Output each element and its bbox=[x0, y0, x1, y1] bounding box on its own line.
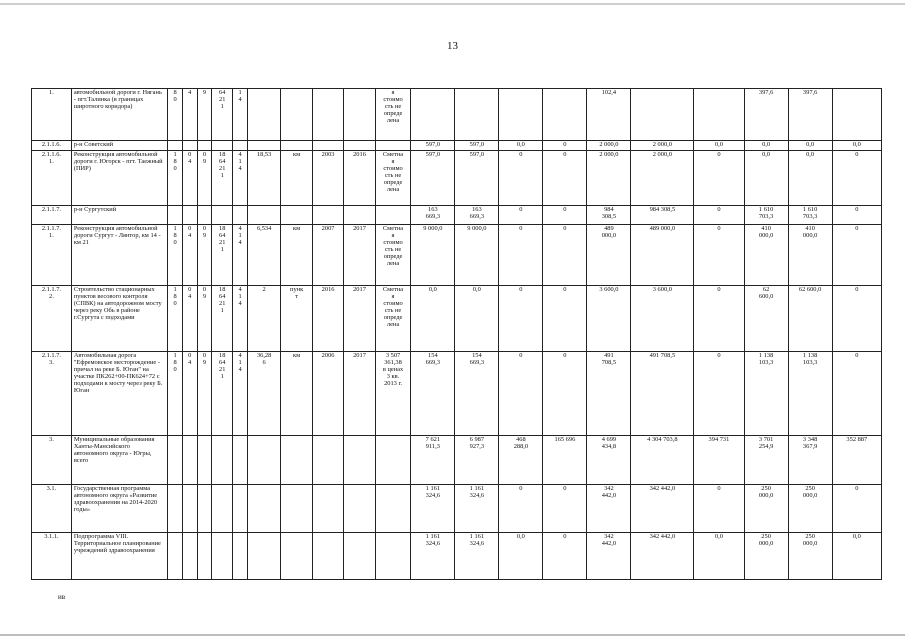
cell-end-year: 2017 bbox=[344, 225, 375, 286]
cell-pr5: 4 1 4 bbox=[233, 286, 248, 352]
cell-pr1: 1 8 0 bbox=[168, 352, 183, 436]
cell-unit bbox=[281, 206, 312, 225]
cell-federal-1: 0 bbox=[499, 151, 543, 206]
cell-federal-2: 0 bbox=[694, 352, 744, 436]
cell-pr2 bbox=[182, 485, 197, 533]
cell-estimate bbox=[375, 485, 411, 533]
cell-code: 2.1.1.6. bbox=[32, 141, 72, 151]
cell-regional-2: 2 000,0 bbox=[631, 151, 694, 206]
cell-pr2: 0 4 bbox=[182, 151, 197, 206]
cell-name: Строительство стационарных пунктов весового контроля (СПВК) на автодорожном мосту через реку Обь в районе г.Сургута с подходами bbox=[71, 286, 167, 352]
cell-local-1: 0 bbox=[543, 533, 587, 580]
table-row bbox=[32, 436, 882, 485]
footer-mark: ив bbox=[58, 593, 66, 601]
cell-pr2 bbox=[182, 533, 197, 580]
cell-pr3 bbox=[197, 206, 212, 225]
cell-regional-3: 410 000,0 bbox=[788, 225, 832, 286]
cell-total-3: 410 000,0 bbox=[744, 225, 788, 286]
cell-total-3: 1 610 703,3 bbox=[744, 206, 788, 225]
cell-start-year bbox=[312, 206, 343, 225]
cell-name: Автомобильная дорога "Ефремовское месторождение - причал на реке Б. Юган" на участке ПК262+00-ПК624+72 с подходами к мосту через реку Б. Юган bbox=[71, 352, 167, 436]
cell-pr4: 18 64 21 1 bbox=[212, 286, 233, 352]
cell-federal-1 bbox=[499, 89, 543, 141]
cell-capacity: 36,28 6 bbox=[247, 352, 281, 436]
cell-regional-2: 342 442,0 bbox=[631, 533, 694, 580]
cell-federal-2 bbox=[694, 89, 744, 141]
cell-total-3: 0,0 bbox=[744, 141, 788, 151]
cell-unit: км bbox=[281, 225, 312, 286]
cell-total-1: 154 669,3 bbox=[411, 352, 455, 436]
cell-pr2 bbox=[182, 436, 197, 485]
cell-code: 2.1.1.6. 1. bbox=[32, 151, 72, 206]
cell-local-1 bbox=[543, 89, 587, 141]
cell-regional-1 bbox=[455, 89, 499, 141]
cell-pr1 bbox=[168, 533, 183, 580]
cell-regional-3: 3 348 367,9 bbox=[788, 436, 832, 485]
cell-local-3: 0 bbox=[832, 352, 881, 436]
cell-capacity bbox=[247, 141, 281, 151]
cell-total-3: 250 000,0 bbox=[744, 533, 788, 580]
cell-regional-3: 0,0 bbox=[788, 141, 832, 151]
cell-total-1: 597,0 bbox=[411, 151, 455, 206]
cell-regional-2: 3 600,0 bbox=[631, 286, 694, 352]
cell-total-3: 1 138 103,3 bbox=[744, 352, 788, 436]
cell-regional-3: 250 000,0 bbox=[788, 485, 832, 533]
table-row bbox=[32, 141, 882, 151]
cell-regional-2: 984 308,5 bbox=[631, 206, 694, 225]
cell-regional-2: 491 708,5 bbox=[631, 352, 694, 436]
cell-total-2: 4 699 434,8 bbox=[587, 436, 631, 485]
cell-start-year bbox=[312, 436, 343, 485]
cell-name: Подпрограмма VIII. Территориальное планирование учреждений здравоохранения bbox=[71, 533, 167, 580]
cell-pr1 bbox=[168, 141, 183, 151]
cell-capacity: 2 bbox=[247, 286, 281, 352]
cell-total-2: 489 000,0 bbox=[587, 225, 631, 286]
cell-capacity bbox=[247, 533, 281, 580]
cell-local-3: 0 bbox=[832, 225, 881, 286]
cell-total-1: 9 000,0 bbox=[411, 225, 455, 286]
cell-pr5 bbox=[233, 533, 248, 580]
cell-unit bbox=[281, 436, 312, 485]
cell-pr4 bbox=[212, 206, 233, 225]
table-row bbox=[32, 286, 882, 352]
cell-pr1: 1 8 0 bbox=[168, 286, 183, 352]
cell-start-year bbox=[312, 141, 343, 151]
cell-name: Муниципальные образования Ханты-Мансийского автономного округа - Югры, всего bbox=[71, 436, 167, 485]
cell-start-year: 2016 bbox=[312, 286, 343, 352]
cell-local-1: 0 bbox=[543, 151, 587, 206]
cell-pr3: 0 9 bbox=[197, 286, 212, 352]
cell-pr5: 4 1 4 bbox=[233, 151, 248, 206]
cell-capacity: 6,534 bbox=[247, 225, 281, 286]
cell-local-3: 352 887 bbox=[832, 436, 881, 485]
cell-local-3: 0 bbox=[832, 151, 881, 206]
cell-federal-2: 0 bbox=[694, 286, 744, 352]
cell-name: автомобильной дороги г. Нягань - пгт.Талинка (в границах широтного коридора) bbox=[71, 89, 167, 141]
cell-estimate: Сметна я стоимо сть не опреде лена bbox=[375, 151, 411, 206]
cell-regional-2: 489 000,0 bbox=[631, 225, 694, 286]
cell-pr1: 1 8 0 bbox=[168, 225, 183, 286]
cell-local-3 bbox=[832, 89, 881, 141]
cell-pr4: 64 21 1 bbox=[212, 89, 233, 141]
cell-total-2: 102,4 bbox=[587, 89, 631, 141]
cell-total-1: 1 161 324,6 bbox=[411, 485, 455, 533]
cell-start-year bbox=[312, 485, 343, 533]
cell-name: Реконструкция автомобильной дороги Сургут - Лянтор, км 14 - км 21 bbox=[71, 225, 167, 286]
cell-name: р-н Советский bbox=[71, 141, 167, 151]
cell-total-3: 62 600,0 bbox=[744, 286, 788, 352]
cell-pr3 bbox=[197, 533, 212, 580]
cell-federal-1: 0,0 bbox=[499, 533, 543, 580]
cell-pr1 bbox=[168, 206, 183, 225]
page-number: 13 bbox=[447, 40, 458, 52]
cell-estimate bbox=[375, 206, 411, 225]
cell-federal-1: 0 bbox=[499, 225, 543, 286]
cell-estimate: Сметна я стоимо сть не опреде лена bbox=[375, 286, 411, 352]
cell-end-year bbox=[344, 206, 375, 225]
cell-start-year: 2006 bbox=[312, 352, 343, 436]
cell-unit bbox=[281, 141, 312, 151]
scan-edge-bottom bbox=[0, 634, 905, 636]
cell-pr3: 0 9 bbox=[197, 151, 212, 206]
table-row bbox=[32, 206, 882, 225]
table-row bbox=[32, 485, 882, 533]
cell-unit bbox=[281, 89, 312, 141]
cell-name: Государственная программа автономного округа «Развитие здравоохранения на 2014-2020 годы» bbox=[71, 485, 167, 533]
cell-pr4 bbox=[212, 436, 233, 485]
cell-capacity: 18,53 bbox=[247, 151, 281, 206]
cell-local-3: 0 bbox=[832, 286, 881, 352]
cell-pr4 bbox=[212, 141, 233, 151]
cell-code: 2.1.1.7. bbox=[32, 206, 72, 225]
budget-table bbox=[31, 88, 882, 580]
cell-total-3: 0,0 bbox=[744, 151, 788, 206]
cell-federal-2: 0 bbox=[694, 151, 744, 206]
cell-federal-1: 0,0 bbox=[499, 141, 543, 151]
cell-regional-1: 1 161 324,6 bbox=[455, 485, 499, 533]
table-row bbox=[32, 352, 882, 436]
cell-estimate bbox=[375, 436, 411, 485]
cell-pr5: 1 4 bbox=[233, 89, 248, 141]
table-row bbox=[32, 225, 882, 286]
cell-regional-3: 1 610 703,3 bbox=[788, 206, 832, 225]
cell-local-1: 165 696 bbox=[543, 436, 587, 485]
cell-start-year bbox=[312, 533, 343, 580]
cell-pr5 bbox=[233, 141, 248, 151]
cell-total-2: 342 442,0 bbox=[587, 533, 631, 580]
cell-local-3: 0,0 bbox=[832, 141, 881, 151]
cell-capacity bbox=[247, 206, 281, 225]
cell-code: 2.1.1.7. 1. bbox=[32, 225, 72, 286]
cell-code: 2.1.1.7. 2. bbox=[32, 286, 72, 352]
cell-pr5 bbox=[233, 485, 248, 533]
cell-pr3 bbox=[197, 141, 212, 151]
cell-pr2: 0 4 bbox=[182, 352, 197, 436]
cell-pr3 bbox=[197, 436, 212, 485]
cell-federal-2: 0,0 bbox=[694, 141, 744, 151]
cell-total-1: 0,0 bbox=[411, 286, 455, 352]
cell-pr4 bbox=[212, 533, 233, 580]
cell-federal-1: 0 bbox=[499, 352, 543, 436]
cell-pr4: 18 64 21 1 bbox=[212, 352, 233, 436]
cell-end-year bbox=[344, 485, 375, 533]
cell-pr2: 0 4 bbox=[182, 225, 197, 286]
cell-unit: км bbox=[281, 352, 312, 436]
cell-capacity bbox=[247, 436, 281, 485]
cell-local-3: 0 bbox=[832, 485, 881, 533]
table-row bbox=[32, 151, 882, 206]
cell-estimate bbox=[375, 533, 411, 580]
cell-estimate: Сметна я стоимо сть не опреде лена bbox=[375, 225, 411, 286]
cell-regional-1: 1 161 324,6 bbox=[455, 533, 499, 580]
cell-unit bbox=[281, 485, 312, 533]
table-row bbox=[32, 89, 882, 141]
cell-federal-2: 0 bbox=[694, 225, 744, 286]
cell-end-year bbox=[344, 436, 375, 485]
cell-start-year: 2007 bbox=[312, 225, 343, 286]
cell-total-2: 2 000,0 bbox=[587, 151, 631, 206]
cell-total-1: 7 621 911,3 bbox=[411, 436, 455, 485]
cell-pr4: 18 64 21 1 bbox=[212, 151, 233, 206]
cell-pr5 bbox=[233, 436, 248, 485]
cell-total-3: 397,6 bbox=[744, 89, 788, 141]
cell-federal-1: 0 bbox=[499, 485, 543, 533]
cell-local-3: 0,0 bbox=[832, 533, 881, 580]
cell-unit: км bbox=[281, 151, 312, 206]
cell-estimate: я стоимо сть не опреде лена bbox=[375, 89, 411, 141]
cell-regional-3: 397,6 bbox=[788, 89, 832, 141]
cell-federal-1: 468 288,0 bbox=[499, 436, 543, 485]
cell-local-1: 0 bbox=[543, 485, 587, 533]
cell-start-year: 2003 bbox=[312, 151, 343, 206]
cell-pr2 bbox=[182, 206, 197, 225]
cell-pr1 bbox=[168, 436, 183, 485]
cell-code: 2.1.1.7. 3. bbox=[32, 352, 72, 436]
cell-capacity bbox=[247, 89, 281, 141]
cell-total-3: 3 701 254,9 bbox=[744, 436, 788, 485]
cell-pr3: 0 9 bbox=[197, 352, 212, 436]
cell-pr5: 4 1 4 bbox=[233, 352, 248, 436]
cell-code: 1. bbox=[32, 89, 72, 141]
cell-regional-1: 597,0 bbox=[455, 141, 499, 151]
cell-regional-1: 0,0 bbox=[455, 286, 499, 352]
cell-regional-1: 163 669,3 bbox=[455, 206, 499, 225]
cell-pr4 bbox=[212, 485, 233, 533]
cell-end-year: 2016 bbox=[344, 151, 375, 206]
cell-local-1: 0 bbox=[543, 352, 587, 436]
cell-federal-2: 0 bbox=[694, 206, 744, 225]
cell-start-year bbox=[312, 89, 343, 141]
cell-total-2: 984 308,5 bbox=[587, 206, 631, 225]
cell-regional-3: 1 138 103,3 bbox=[788, 352, 832, 436]
cell-estimate bbox=[375, 141, 411, 151]
cell-regional-1: 6 987 927,3 bbox=[455, 436, 499, 485]
cell-regional-1: 9 000,0 bbox=[455, 225, 499, 286]
cell-total-2: 491 708,5 bbox=[587, 352, 631, 436]
cell-federal-1: 0 bbox=[499, 286, 543, 352]
cell-code: 3. bbox=[32, 436, 72, 485]
cell-local-1: 0 bbox=[543, 286, 587, 352]
cell-pr5: 4 1 4 bbox=[233, 225, 248, 286]
cell-regional-3: 0,0 bbox=[788, 151, 832, 206]
cell-pr1: 8 0 bbox=[168, 89, 183, 141]
cell-federal-2: 0 bbox=[694, 485, 744, 533]
cell-pr4: 18 64 21 1 bbox=[212, 225, 233, 286]
cell-federal-2: 394 731 bbox=[694, 436, 744, 485]
cell-name: р-н Сургутский bbox=[71, 206, 167, 225]
cell-pr2: 0 4 bbox=[182, 286, 197, 352]
cell-pr2: 4 bbox=[182, 89, 197, 141]
cell-pr3 bbox=[197, 485, 212, 533]
cell-pr5 bbox=[233, 206, 248, 225]
cell-federal-2: 0,0 bbox=[694, 533, 744, 580]
cell-end-year bbox=[344, 141, 375, 151]
cell-regional-2: 342 442,0 bbox=[631, 485, 694, 533]
cell-total-2: 342 442,0 bbox=[587, 485, 631, 533]
cell-code: 3.1.1. bbox=[32, 533, 72, 580]
cell-total-1 bbox=[411, 89, 455, 141]
cell-name: Реконструкция автомобильной дороги г. Югорск - пгт. Таежный (ПИР) bbox=[71, 151, 167, 206]
cell-pr1 bbox=[168, 485, 183, 533]
cell-end-year: 2017 bbox=[344, 352, 375, 436]
cell-total-2: 3 600,0 bbox=[587, 286, 631, 352]
cell-local-1: 0 bbox=[543, 225, 587, 286]
cell-federal-1: 0 bbox=[499, 206, 543, 225]
cell-regional-1: 597,0 bbox=[455, 151, 499, 206]
cell-end-year bbox=[344, 533, 375, 580]
cell-pr3: 9 bbox=[197, 89, 212, 141]
cell-estimate: 3 507 361,38 в ценах 3 кв. 2013 г. bbox=[375, 352, 411, 436]
cell-code: 3.1. bbox=[32, 485, 72, 533]
cell-regional-2: 2 000,0 bbox=[631, 141, 694, 151]
cell-pr3: 0 9 bbox=[197, 225, 212, 286]
cell-total-2: 2 000,0 bbox=[587, 141, 631, 151]
cell-unit bbox=[281, 533, 312, 580]
scan-edge-top bbox=[0, 3, 905, 5]
cell-regional-2 bbox=[631, 89, 694, 141]
cell-pr1: 1 8 0 bbox=[168, 151, 183, 206]
cell-local-3: 0 bbox=[832, 206, 881, 225]
cell-total-1: 163 669,3 bbox=[411, 206, 455, 225]
cell-pr2 bbox=[182, 141, 197, 151]
cell-regional-2: 4 304 703,8 bbox=[631, 436, 694, 485]
cell-regional-3: 250 000,0 bbox=[788, 533, 832, 580]
cell-unit: пунк т bbox=[281, 286, 312, 352]
table-row bbox=[32, 533, 882, 580]
cell-total-3: 250 000,0 bbox=[744, 485, 788, 533]
cell-local-1: 0 bbox=[543, 141, 587, 151]
cell-end-year bbox=[344, 89, 375, 141]
cell-total-1: 597,0 bbox=[411, 141, 455, 151]
cell-local-1: 0 bbox=[543, 206, 587, 225]
cell-total-1: 1 161 324,6 bbox=[411, 533, 455, 580]
cell-end-year: 2017 bbox=[344, 286, 375, 352]
cell-capacity bbox=[247, 485, 281, 533]
cell-regional-1: 154 669,3 bbox=[455, 352, 499, 436]
cell-regional-3: 62 600,0 bbox=[788, 286, 832, 352]
